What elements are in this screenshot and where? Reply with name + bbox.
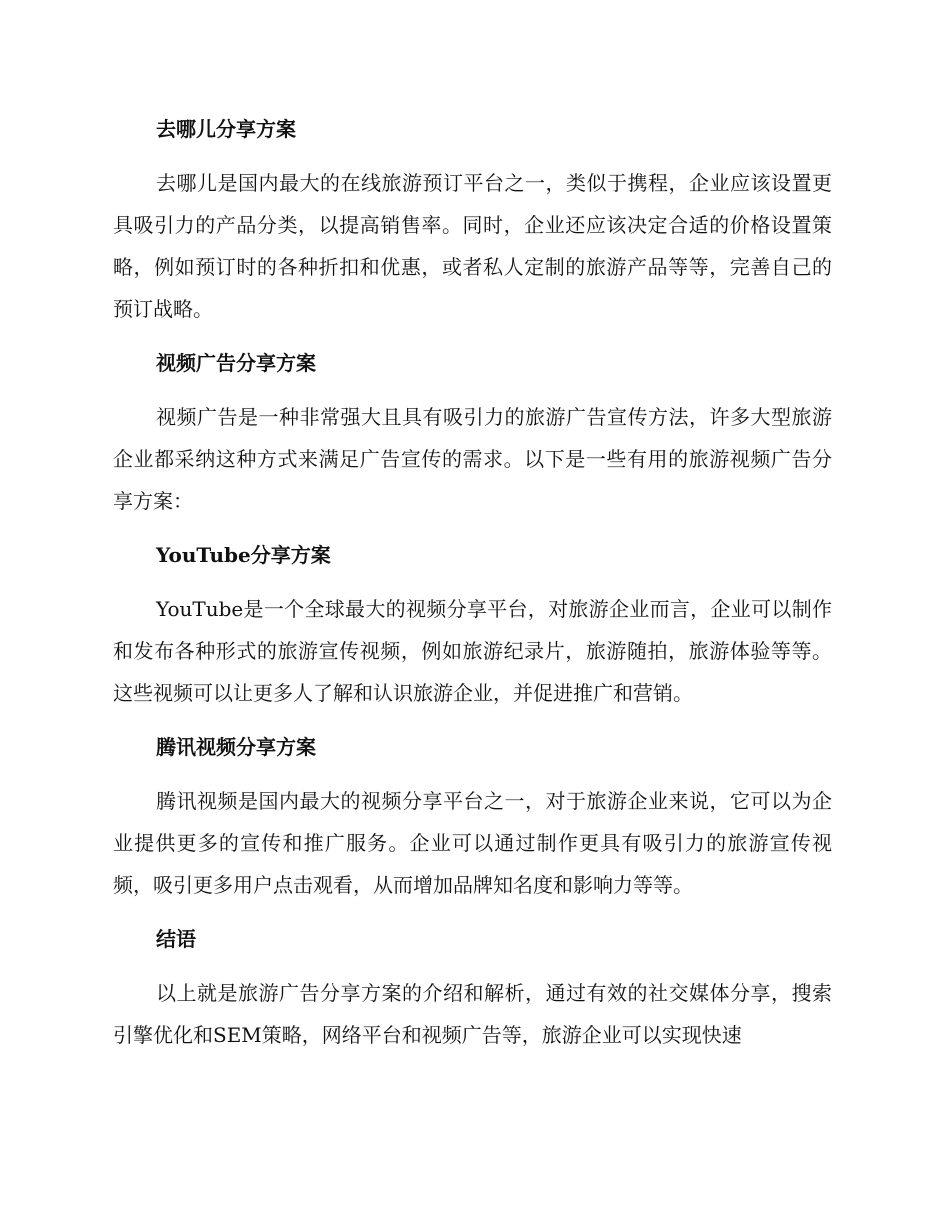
spacer: [113, 906, 832, 918]
section-paragraph-qunar: 去哪儿是国内最大的在线旅游预订平台之一，类似于携程，企业应该设置更具吸引力的产品分类，以提高销售率。同时，企业还应该决定合适的价格设置策略，例如预订时的各种折扣和优惠，或者私人定制的旅游产品等等，完善自己的预订战略。: [113, 171, 832, 321]
spacer: [113, 384, 832, 396]
section-paragraph-youtube: YouTube是一个全球最大的视频分享平台，对旅游企业而言，企业可以制作和发布各种形式的旅游宣传视频，例如旅游纪录片，旅游随拍，旅游体验等等。这些视频可以让更多人了解和认识旅游企业，并促进推广和营销。: [113, 597, 832, 705]
spacer: [113, 714, 832, 726]
section-heading-tencent-video: 腾讯视频分享方案: [156, 735, 316, 759]
spacer: [113, 150, 832, 162]
spacer: [113, 330, 832, 342]
section-heading-qunar: 去哪儿分享方案: [156, 117, 296, 141]
section-paragraph-conclusion: 以上就是旅游广告分享方案的介绍和解析，通过有效的社交媒体分享，搜索引擎优化和SEM策略，网络平台和视频广告等，旅游企业可以实现快速: [113, 981, 832, 1047]
section-heading-youtube: YouTube分享方案: [156, 543, 331, 567]
spacer: [113, 522, 832, 534]
section-paragraph-video-ads: 视频广告是一种非常强大且具有吸引力的旅游广告宣传方法，许多大型旅游企业都采纳这种方式来满足广告宣传的需求。以下是一些有用的旅游视频广告分享方案：: [113, 405, 832, 513]
section-heading-conclusion: 结语: [156, 927, 196, 951]
section-heading-video-ads: 视频广告分享方案: [156, 351, 316, 375]
spacer: [113, 768, 832, 780]
section-paragraph-tencent-video: 腾讯视频是国内最大的视频分享平台之一，对于旅游企业来说，它可以为企业提供更多的宣传和推广服务。企业可以通过制作更具有吸引力的旅游宣传视频，吸引更多用户点击观看，从而增加品牌知名度和影响力等等。: [113, 789, 832, 897]
spacer: [113, 960, 832, 972]
spacer: [113, 576, 832, 588]
